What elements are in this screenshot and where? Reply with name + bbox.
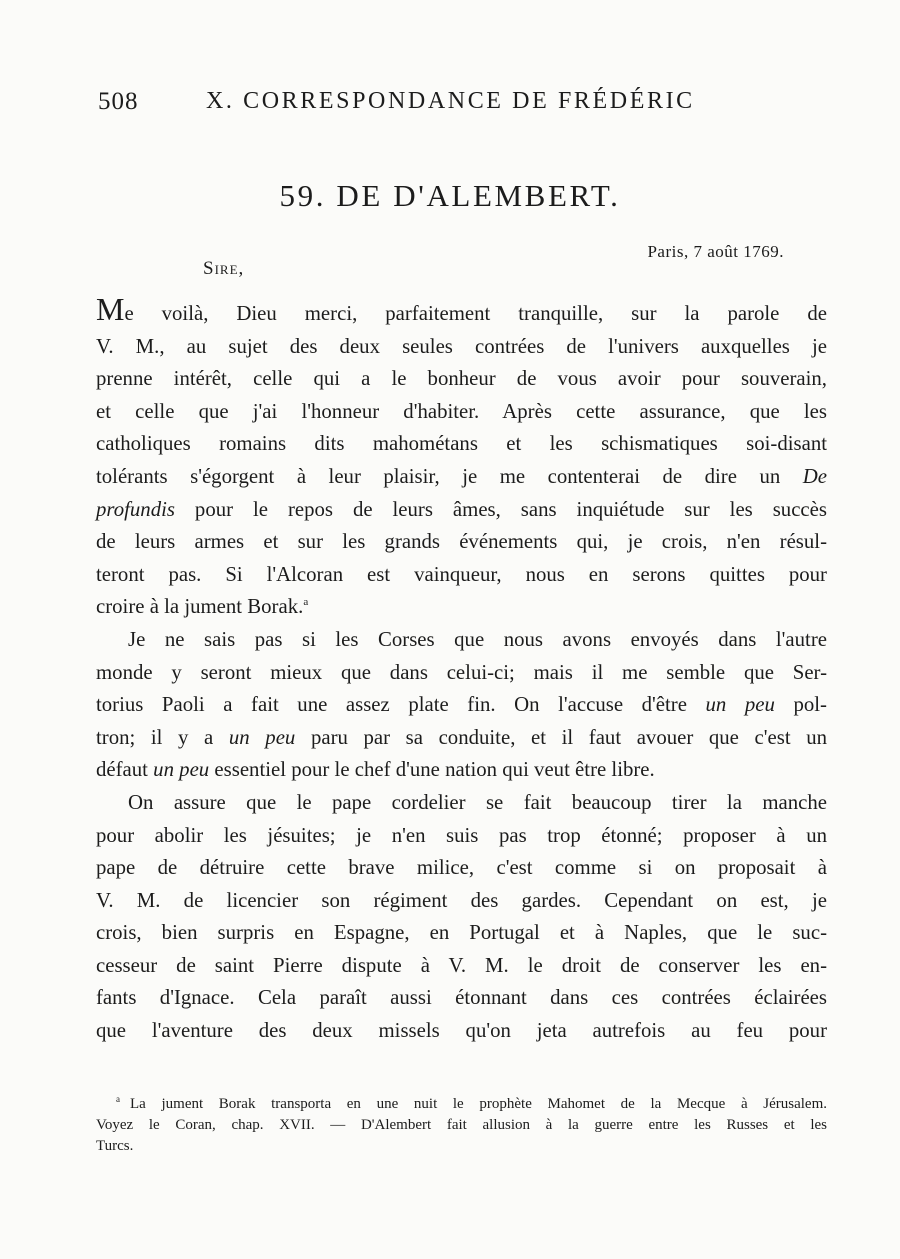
footnote-line: Turcs. — [96, 1138, 134, 1154]
footnote-line: $^a$ La jument Borak transporta en une nuit le prophète Mahomet de la Mecque à Jérusalem. — [116, 1094, 827, 1112]
body-line: tolérants s'égorgent à leur plaisir, je me contenterai de dire un De — [96, 464, 827, 488]
letter-body — [96, 291, 827, 1048]
italic-phrase: De — [802, 464, 827, 488]
body-line: V. M. de licencier son régiment des gardes. Cependant on est, je — [96, 888, 827, 912]
italic-phrase: un peu — [705, 693, 775, 717]
letter-heading: 59. DE D'ALEMBERT. — [279, 178, 621, 213]
body-line: cesseur de saint Pierre dispute à V. M. le droit de conserver les en- — [96, 953, 827, 977]
body-line: profundis pour le repos de leurs âmes, sans inquiétude sur les succès — [96, 497, 827, 521]
body-line: teront pas. Si l'Alcoran est vainqueur, nous en serons quittes pour — [96, 562, 827, 586]
body-line: On assure que le pape cordelier se fait beaucoup tirer la manche — [128, 790, 827, 814]
body-line: défaut un peu essentiel pour le chef d'une nation qui veut être libre. — [96, 758, 655, 782]
body-line: Je ne sais pas si les Corses que nous avons envoyés dans l'autre — [128, 627, 827, 651]
page-number: 508 — [98, 88, 139, 115]
body-line: torius Paoli a fait une assez plate fin. On l'accuse d'être un peu pol- — [96, 693, 827, 717]
body-line: et celle que j'ai l'honneur d'habiter. Après cette assurance, que les — [96, 399, 827, 423]
body-line: V. M., au sujet des deux seules contrées de l'univers auxquelles je — [96, 334, 827, 358]
body-line: catholiques romains dits mahométans et les schismatiques soi-disant — [96, 432, 827, 456]
body-line: Me voilà, Dieu merci, parfaitement tranquille, sur la parole de — [96, 291, 827, 327]
dateline: Paris, 7 août 1769. — [647, 242, 784, 261]
body-line: croire à la jument Borak.$^a$ — [96, 595, 309, 619]
body-line: pour abolir les jésuites; je n'en suis pas trop étonné; proposer à un — [96, 823, 827, 847]
footnote-line: Voyez le Coran, chap. XVII. — D'Alembert fait allusion à la guerre entre les Russes et les — [96, 1117, 827, 1133]
footnote-reference[interactable]: a — [303, 596, 309, 609]
body-line: monde y seront mieux que dans celui-ci; mais il me semble que Ser- — [96, 660, 827, 684]
footnote-marker: a — [116, 1094, 120, 1104]
drop-cap: M — [96, 291, 125, 327]
body-line: de leurs armes et sur les grands événements qui, je crois, n'en résul- — [96, 530, 827, 554]
italic-phrase: un peu — [153, 758, 210, 782]
salutation: Sire, — [203, 258, 245, 279]
body-line: prenne intérêt, celle qui a le bonheur de vous avoir pour souverain, — [96, 367, 827, 391]
body-line: que l'aventure des deux missels qu'on jeta autrefois au feu pour — [96, 1019, 827, 1043]
footnotes — [96, 1094, 827, 1157]
body-line: tron; il y a un peu paru par sa conduite, et il faut avouer que c'est un — [96, 725, 827, 749]
running-title: X. CORRESPONDANCE DE FRÉDÉRIC — [206, 88, 695, 114]
body-line: fants d'Ignace. Cela paraît aussi étonnant dans ces contrées éclairées — [96, 986, 827, 1010]
italic-phrase: profundis — [96, 497, 175, 521]
body-line: crois, bien surpris en Espagne, en Portugal et à Naples, que le suc- — [96, 921, 827, 945]
body-line: pape de détruire cette brave milice, c'est comme si on proposait à — [96, 856, 827, 880]
running-head — [98, 88, 738, 124]
italic-phrase: un peu — [228, 725, 296, 749]
